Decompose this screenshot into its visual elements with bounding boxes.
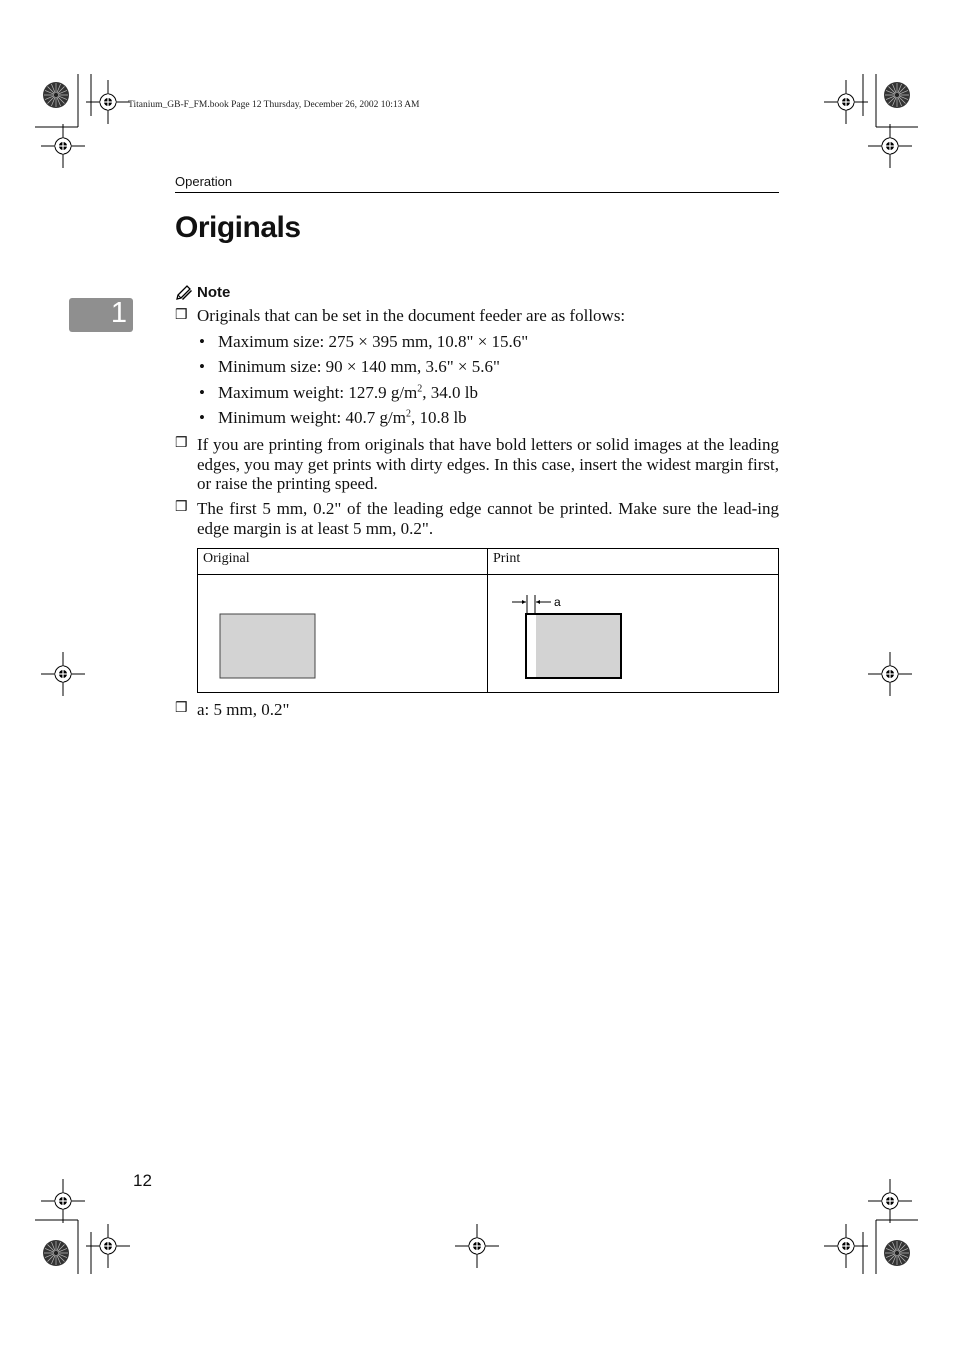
note-item-text: a: 5 mm, 0.2": [197, 700, 290, 719]
note-heading: [175, 284, 230, 301]
callout-a: a: [554, 595, 561, 609]
crosshair-icon: [824, 1224, 868, 1268]
margin-diagram: [198, 575, 778, 693]
crosshair-icon: [86, 80, 130, 124]
checkbox-icon: ❒: [175, 500, 188, 515]
bullet-text: Maximum size: 275 × 395 mm, 10.8" × 15.6": [218, 332, 529, 351]
chapter-tab: [69, 298, 133, 332]
bullet-icon: •: [199, 357, 205, 376]
crosshair-icon: [86, 1224, 130, 1268]
note-item-text: Originals that can be set in the document feeder are as follows:: [197, 306, 626, 325]
bullet-text: Minimum size: 90 × 140 mm, 3.6" × 5.6": [218, 357, 500, 376]
crosshair-icon: [41, 1179, 85, 1223]
registration-dial-icon: [884, 82, 910, 108]
bullet-icon: •: [199, 383, 205, 402]
page-number: 12: [133, 1171, 152, 1190]
original-sheet: [220, 614, 315, 678]
note-label: Note: [197, 284, 231, 301]
checkbox-icon: ❒: [175, 701, 188, 716]
print-file-info: Titanium_GB-F_FM.book Page 12 Thursday, December 26, 2002 10:13 AM: [128, 100, 420, 110]
crosshair-icon: [824, 80, 868, 124]
column-header-original: Original: [198, 549, 488, 575]
crosshair-icon: [41, 652, 85, 696]
crosshair-icon: [868, 652, 912, 696]
page-title: Originals: [175, 211, 301, 244]
illustration-table: [197, 548, 779, 693]
crosshair-icon: [455, 1224, 499, 1268]
note-item-text: The first 5 mm, 0.2" of the leading edge cannot be printed. Make sure the lead-ing edge margin is at least 5 mm, 0.2".: [197, 499, 779, 538]
printed-area: [536, 615, 620, 677]
registration-dial-icon: [884, 1240, 910, 1266]
checkbox-icon: ❒: [175, 308, 188, 323]
column-header-print: Print: [488, 549, 778, 575]
pencil-icon: [175, 285, 193, 301]
checkbox-icon: ❒: [175, 436, 188, 451]
registration-dial-icon: [43, 82, 69, 108]
bullet-icon: •: [199, 332, 205, 351]
note-item-text: If you are printing from originals that have bold letters or solid images at the leading edges, you may get prints with dirty edges. In this case, insert the widest margin first, or raise the printing speed.: [197, 435, 779, 493]
bullet-text: Maximum weight: 127.9 $g/m^2$, 34.0 lb: [218, 383, 479, 402]
crosshair-icon: [41, 124, 85, 168]
registration-dial-icon: [43, 1240, 69, 1266]
header-rule: [175, 192, 779, 193]
chapter-number: 1: [110, 297, 127, 329]
running-header: Operation: [175, 174, 233, 189]
bullet-icon: •: [199, 408, 205, 427]
crosshair-icon: [868, 124, 912, 168]
bullet-text: Minimum weight: 40.7 $g/m^2$, 10.8 lb: [218, 408, 467, 427]
crosshair-icon: [868, 1179, 912, 1223]
